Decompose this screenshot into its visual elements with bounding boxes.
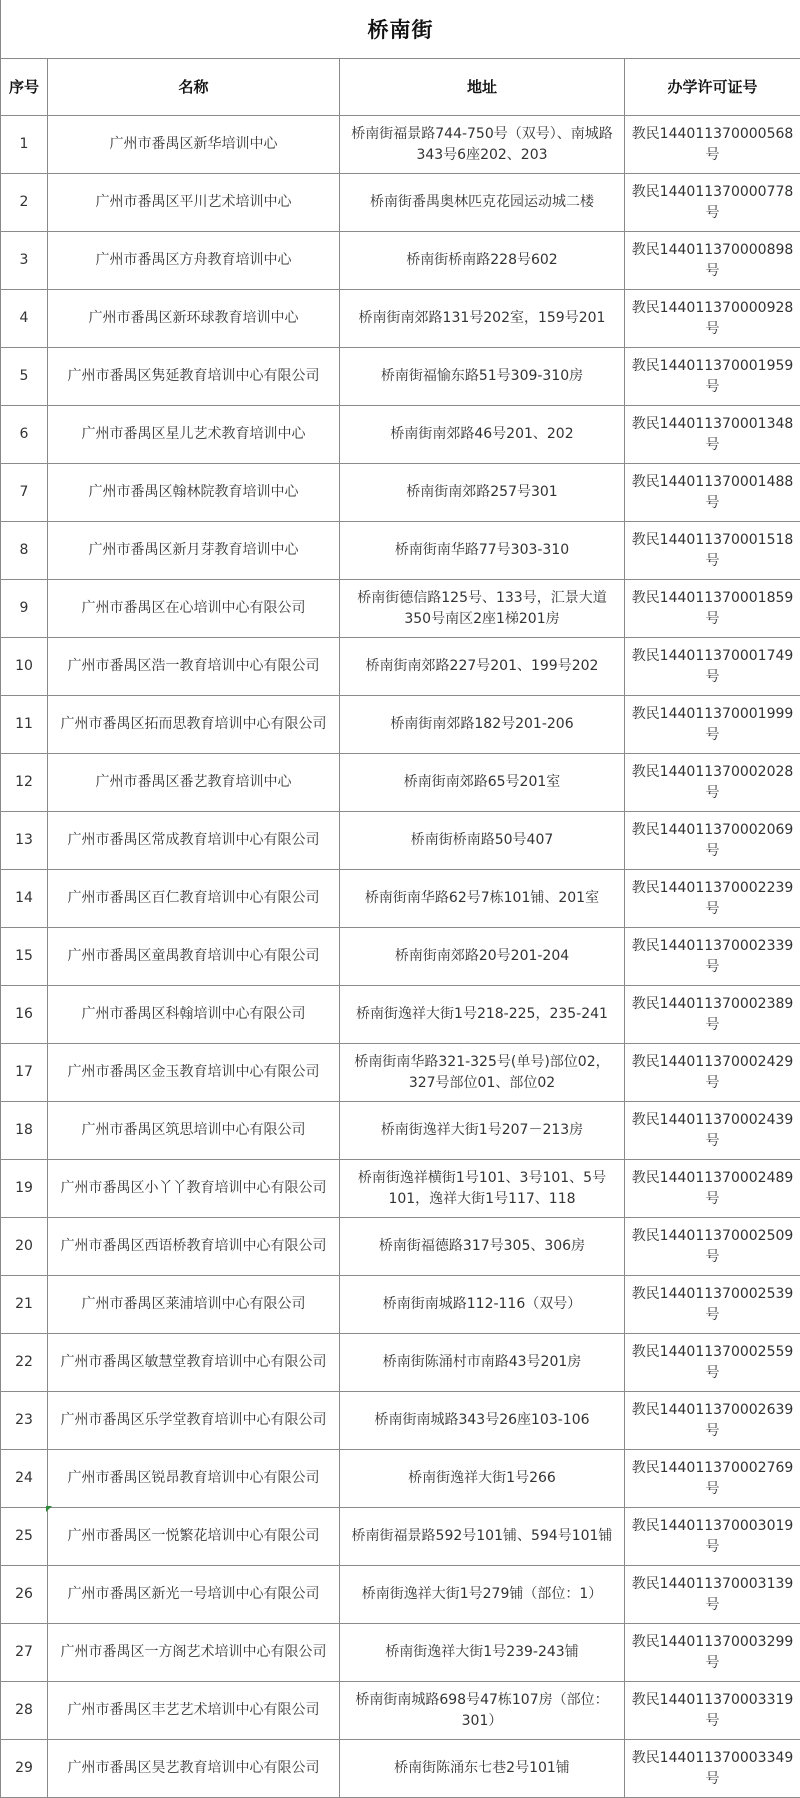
table-row [1, 870, 800, 928]
cell-no: 15 [1, 928, 48, 986]
cell-address: 桥南街逸祥大街1号239-243铺 [340, 1624, 625, 1682]
cell-address: 桥南街南郊路182号201-206 [340, 696, 625, 754]
cell-no: 29 [1, 1740, 48, 1798]
cell-no: 10 [1, 638, 48, 696]
cell-license: 教民144011370002389号 [625, 986, 800, 1044]
cell-address: 桥南街桥南路50号407 [340, 812, 625, 870]
cell-license: 教民144011370002489号 [625, 1160, 800, 1218]
cell-name: 广州市番禺区一方阁艺术培训中心有限公司 [48, 1624, 340, 1682]
cell-address: 桥南街陈涌村市南路43号201房 [340, 1334, 625, 1392]
table-row [1, 1740, 800, 1798]
cell-address: 桥南街南郊路20号201-204 [340, 928, 625, 986]
cell-license: 教民144011370003019号 [625, 1508, 800, 1566]
cell-no: 8 [1, 522, 48, 580]
cell-name: 广州市番禺区筑思培训中心有限公司 [48, 1102, 340, 1160]
table-row [1, 290, 800, 348]
cell-license: 教民144011370001999号 [625, 696, 800, 754]
header-row [1, 59, 800, 116]
cell-address: 桥南街福愉东路51号309-310房 [340, 348, 625, 406]
cell-address: 桥南街南城路343号26座103-106 [340, 1392, 625, 1450]
cell-license: 教民144011370002439号 [625, 1102, 800, 1160]
cell-license: 教民144011370000898号 [625, 232, 800, 290]
cell-address: 桥南街南城路112-116（双号） [340, 1276, 625, 1334]
table-row [1, 638, 800, 696]
cell-address: 桥南街南郊路65号201室 [340, 754, 625, 812]
header-name: 名称 [48, 59, 340, 116]
cell-no: 24 [1, 1450, 48, 1508]
cell-no: 16 [1, 986, 48, 1044]
cell-address: 桥南街南郊路257号301 [340, 464, 625, 522]
cell-no: 19 [1, 1160, 48, 1218]
cell-license: 教民144011370002339号 [625, 928, 800, 986]
table-row [1, 174, 800, 232]
cell-license: 教民144011370001959号 [625, 348, 800, 406]
cell-no: 5 [1, 348, 48, 406]
cell-no: 3 [1, 232, 48, 290]
table-row [1, 1334, 800, 1392]
table-row [1, 348, 800, 406]
cell-name: 广州市番禺区童禺教育培训中心有限公司 [48, 928, 340, 986]
cell-name: 广州市番禺区莱浦培训中心有限公司 [48, 1276, 340, 1334]
cell-license: 教民144011370002429号 [625, 1044, 800, 1102]
cell-address: 桥南街南郊路46号201、202 [340, 406, 625, 464]
cell-no: 17 [1, 1044, 48, 1102]
cell-address: 桥南街南华路62号7栋101铺、201室 [340, 870, 625, 928]
cell-no: 26 [1, 1566, 48, 1624]
cell-license: 教民144011370003139号 [625, 1566, 800, 1624]
cell-address: 桥南街福德路317号305、306房 [340, 1218, 625, 1276]
table-row [1, 1218, 800, 1276]
cell-comment-marker [46, 1506, 52, 1512]
cell-no: 9 [1, 580, 48, 638]
table-row [1, 1450, 800, 1508]
cell-license: 教民144011370003299号 [625, 1624, 800, 1682]
table-row [1, 754, 800, 812]
cell-license: 教民144011370001859号 [625, 580, 800, 638]
header-no: 序号 [1, 59, 48, 116]
table-row [1, 116, 800, 174]
cell-address: 桥南街陈涌东七巷2号101铺 [340, 1740, 625, 1798]
cell-license: 教民144011370001488号 [625, 464, 800, 522]
table-row [1, 1392, 800, 1450]
table-row [1, 1160, 800, 1218]
table-row [1, 1624, 800, 1682]
cell-license: 教民144011370002769号 [625, 1450, 800, 1508]
table-row [1, 1508, 800, 1566]
cell-license: 教民144011370001749号 [625, 638, 800, 696]
cell-address: 桥南街逸祥大街1号218-225，235-241 [340, 986, 625, 1044]
institution-table [0, 58, 800, 1798]
table-row [1, 1102, 800, 1160]
cell-address: 桥南街南华路321-325号(单号)部位02，327号部位01、部位02 [340, 1044, 625, 1102]
cell-license: 教民144011370001518号 [625, 522, 800, 580]
cell-license: 教民144011370000778号 [625, 174, 800, 232]
cell-no: 23 [1, 1392, 48, 1450]
cell-address: 桥南街南郊路227号201、199号202 [340, 638, 625, 696]
cell-license: 教民144011370002028号 [625, 754, 800, 812]
table-row [1, 406, 800, 464]
table-row [1, 464, 800, 522]
table-row [1, 1044, 800, 1102]
cell-address: 桥南街桥南路228号602 [340, 232, 625, 290]
table-row [1, 928, 800, 986]
cell-license: 教民144011370002509号 [625, 1218, 800, 1276]
cell-no: 1 [1, 116, 48, 174]
cell-name: 广州市番禺区在心培训中心有限公司 [48, 580, 340, 638]
header-address: 地址 [340, 59, 625, 116]
cell-name: 广州市番禺区科翰培训中心有限公司 [48, 986, 340, 1044]
cell-no: 11 [1, 696, 48, 754]
table-row [1, 1276, 800, 1334]
cell-no: 28 [1, 1682, 48, 1740]
cell-license: 教民144011370002639号 [625, 1392, 800, 1450]
cell-no: 2 [1, 174, 48, 232]
cell-no: 20 [1, 1218, 48, 1276]
cell-name: 广州市番禺区锐昂教育培训中心有限公司 [48, 1450, 340, 1508]
cell-no: 25 [1, 1508, 48, 1566]
cell-name: 广州市番禺区百仁教育培训中心有限公司 [48, 870, 340, 928]
cell-no: 6 [1, 406, 48, 464]
cell-name: 广州市番禺区新月芽教育培训中心 [48, 522, 340, 580]
cell-no: 18 [1, 1102, 48, 1160]
cell-no: 12 [1, 754, 48, 812]
cell-address: 桥南街逸祥横街1号101、3号101、5号101，逸祥大街1号117、118 [340, 1160, 625, 1218]
cell-name: 广州市番禺区方舟教育培训中心 [48, 232, 340, 290]
table-body [1, 116, 800, 1798]
page-title: 桥南街 [0, 0, 800, 58]
table-row [1, 522, 800, 580]
cell-license: 教民144011370002559号 [625, 1334, 800, 1392]
cell-address: 桥南街德信路125号、133号，汇景大道350号南区2座1梯201房 [340, 580, 625, 638]
cell-address: 桥南街逸祥大街1号266 [340, 1450, 625, 1508]
cell-no: 14 [1, 870, 48, 928]
cell-license: 教民144011370002539号 [625, 1276, 800, 1334]
cell-license: 教民144011370003349号 [625, 1740, 800, 1798]
cell-address: 桥南街南城路698号47栋107房（部位：301） [340, 1682, 625, 1740]
cell-name: 广州市番禺区星儿艺术教育培训中心 [48, 406, 340, 464]
table-row [1, 812, 800, 870]
cell-license: 教民144011370003319号 [625, 1682, 800, 1740]
cell-license: 教民144011370000928号 [625, 290, 800, 348]
cell-name: 广州市番禺区西语桥教育培训中心有限公司 [48, 1218, 340, 1276]
table-row [1, 1682, 800, 1740]
cell-address: 桥南街逸祥大街1号207－213房 [340, 1102, 625, 1160]
cell-name: 广州市番禺区丰艺艺术培训中心有限公司 [48, 1682, 340, 1740]
table-row [1, 580, 800, 638]
cell-license: 教民144011370002239号 [625, 870, 800, 928]
cell-address: 桥南街福景路744-750号（双号）、南城路343号6座202、203 [340, 116, 625, 174]
cell-no: 13 [1, 812, 48, 870]
cell-no: 22 [1, 1334, 48, 1392]
cell-address: 桥南街福景路592号101铺、594号101铺 [340, 1508, 625, 1566]
cell-name: 广州市番禺区隽延教育培训中心有限公司 [48, 348, 340, 406]
table-row [1, 696, 800, 754]
cell-license: 教民144011370001348号 [625, 406, 800, 464]
cell-license: 教民144011370000568号 [625, 116, 800, 174]
cell-address: 桥南街番禺奥林匹克花园运动城二楼 [340, 174, 625, 232]
cell-name: 广州市番禺区敏慧堂教育培训中心有限公司 [48, 1334, 340, 1392]
cell-name: 广州市番禺区平川艺术培训中心 [48, 174, 340, 232]
cell-name: 广州市番禺区新环球教育培训中心 [48, 290, 340, 348]
table-row [1, 1566, 800, 1624]
cell-license: 教民144011370002069号 [625, 812, 800, 870]
cell-name: 广州市番禺区常成教育培训中心有限公司 [48, 812, 340, 870]
cell-name: 广州市番禺区金玉教育培训中心有限公司 [48, 1044, 340, 1102]
cell-name: 广州市番禺区新光一号培训中心有限公司 [48, 1566, 340, 1624]
cell-no: 21 [1, 1276, 48, 1334]
cell-name: 广州市番禺区翰林院教育培训中心 [48, 464, 340, 522]
cell-name: 广州市番禺区乐学堂教育培训中心有限公司 [48, 1392, 340, 1450]
table-row [1, 232, 800, 290]
cell-name: 广州市番禺区一悦繁花培训中心有限公司 [48, 1508, 340, 1566]
cell-address: 桥南街南郊路131号202室，159号201 [340, 290, 625, 348]
table-row [1, 986, 800, 1044]
cell-no: 4 [1, 290, 48, 348]
cell-no: 27 [1, 1624, 48, 1682]
cell-name: 广州市番禺区小丫丫教育培训中心有限公司 [48, 1160, 340, 1218]
cell-name: 广州市番禺区拓而思教育培训中心有限公司 [48, 696, 340, 754]
cell-no: 7 [1, 464, 48, 522]
cell-address: 桥南街南华路77号303-310 [340, 522, 625, 580]
cell-address: 桥南街逸祥大街1号279铺（部位：1） [340, 1566, 625, 1624]
cell-name: 广州市番禺区浩一教育培训中心有限公司 [48, 638, 340, 696]
cell-name: 广州市番禺区昊艺教育培训中心有限公司 [48, 1740, 340, 1798]
cell-name: 广州市番禺区番艺教育培训中心 [48, 754, 340, 812]
cell-name: 广州市番禺区新华培训中心 [48, 116, 340, 174]
header-license: 办学许可证号 [625, 59, 800, 116]
